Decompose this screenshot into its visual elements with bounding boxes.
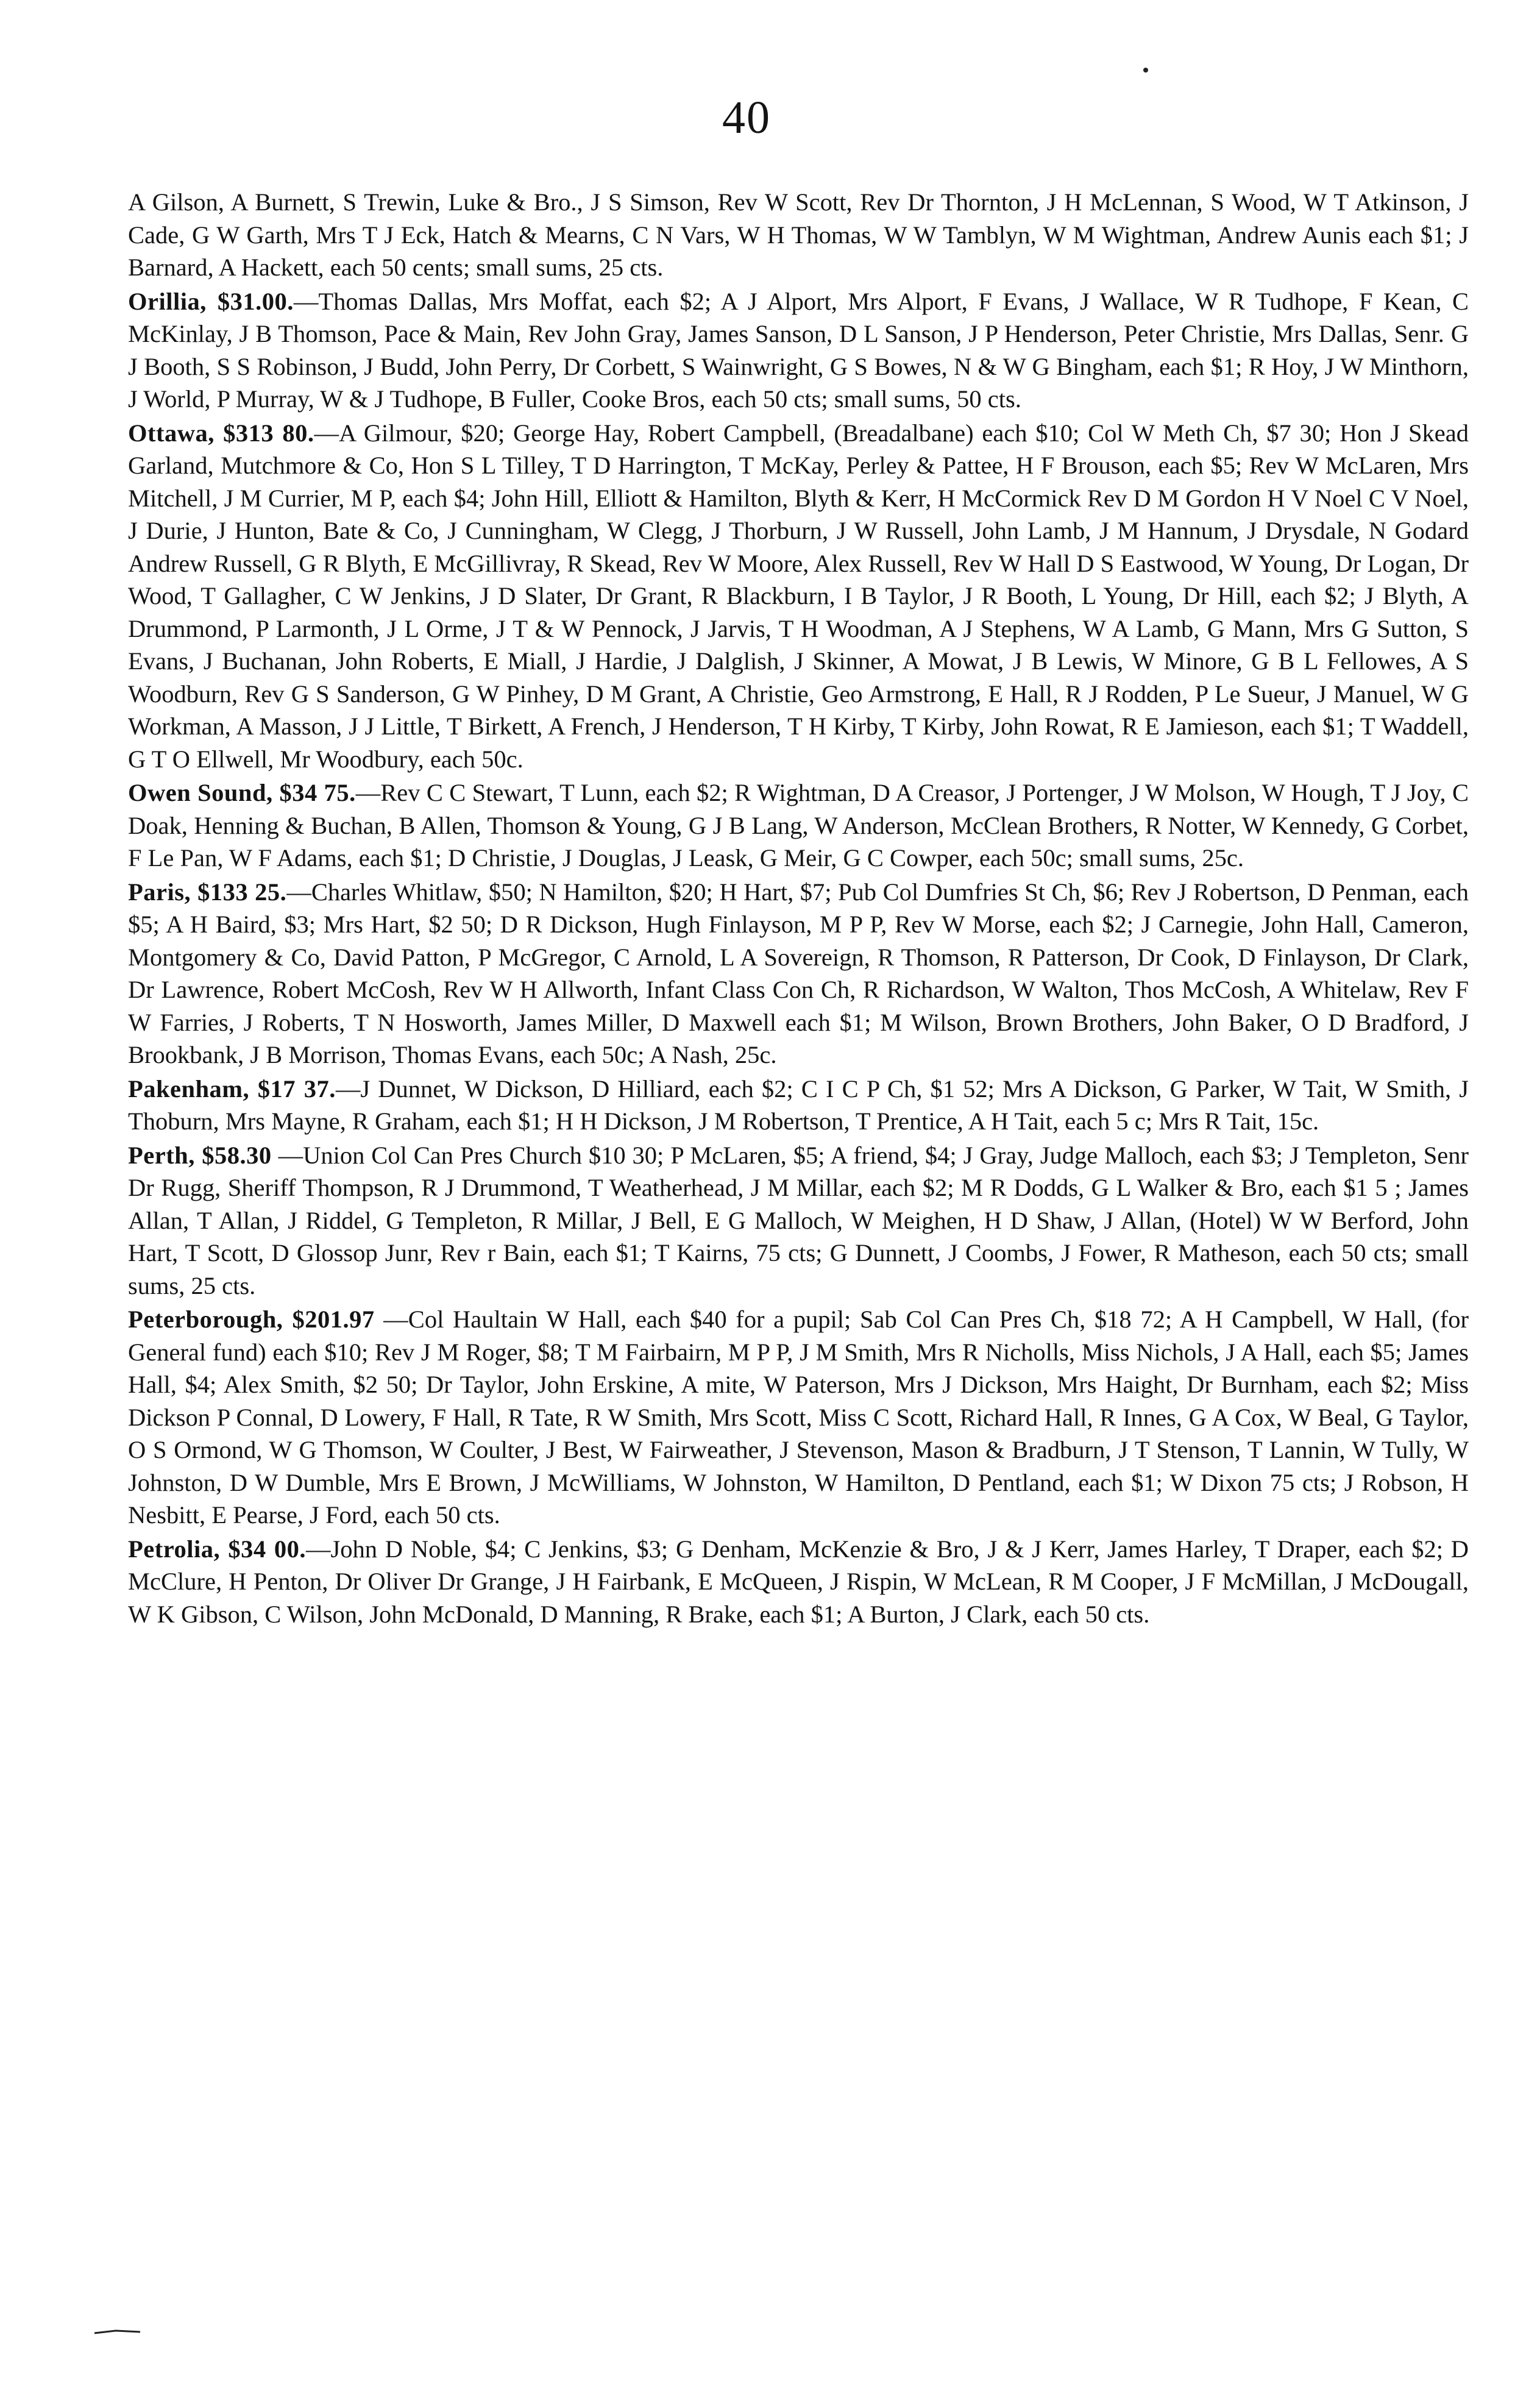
entry-place: Peterborough, $201.97 [128,1306,375,1333]
page-body [128,186,1469,1630]
entry-petrolia [128,1533,1469,1631]
entry-place: Pakenham, $17 37. [128,1075,336,1103]
entry-text: —Charles Whitlaw, $50; N Hamilton, $20; H Hart, $7; Pub Col Dumfries St Ch, $6; Rev J Robertson, D Penman, each $5; A H Baird, $3; Mrs Hart, $2 50; D R Dickson, Hugh Finlayson, M P P, Rev W Morse, each $2; J Carnegie, John Hall, Cameron, Montgomery & Co, David Patton, P McGregor, C Arnold, L A Sovereign, R Thomson, R Patterson, Dr Cook, D Finlayson, Dr Clark, Dr Lawrence, Robert McCosh, Rev W H Allworth, Infant Class Con Ch, R Richardson, W Walton, Thos McCosh, A Whitelaw, Rev F W Farries, J Roberts, T N Hosworth, James Miller, D Maxwell each $1; M Wilson, Brown Brothers, John Baker, O D Bradford, J Brookbank, J B Morrison, Thomas Evans, each 50c; A Nash, 25c. [128,878,1469,1068]
entry-paris [128,876,1469,1071]
scan-mark-bottom-left [91,2322,146,2340]
entry-place: Orillia, $31.00. [128,287,294,315]
entry-ottawa [128,417,1469,776]
entry-text: —A Gilmour, $20; George Hay, Robert Campbell, (Breadalbane) each $10; Col W Meth Ch, $7 30; Hon J Skead Garland, Mutchmore & Co, Hon S L Tilley, T D Harrington, T McKay, Perley & Pattee, H F Brouson, each $5; Rev W McLaren, Mrs Mitchell, J M Currier, M P, each $4; John Hill, Elliott & Hamilton, Blyth & Kerr, H McCormick Rev D M Gordon H V Noel C V Noel, J Durie, J Hunton, Bate & Co, J Cunningham, W Clegg, J Thorburn, J W Russell, John Lamb, J M Hannum, J Drysdale, N Godard Andrew Russell, G R Blyth, E McGillivray, R Skead, Rev W Moore, Alex Russell, Rev W Hall D S Eastwood, W Young, Dr Logan, Dr Wood, T Gallagher, C W Jenkins, J D Slater, Dr Grant, R Blackburn, I B Taylor, J R Booth, L Young, Dr Hill, each $2; J Blyth, A Drummond, P Larmonth, J L Orme, J T & W Pennock, J Jarvis, T H Woodman, A J Stephens, W A Lamb, G Mann, Mrs G Sutton, S Evans, J Buchanan, John Roberts, E Miall, J Hardie, J Dalglish, J Skinner, A Mowat, J B Lewis, W Minore, G B L Fellowes, A S Woodburn, Rev G S Sanderson, G W Pinhey, D M Grant, A Christie, Geo Armstrong, E Hall, R J Rodden, P Le Sueur, J Manuel, W G Workman, A Masson, J J Little, T Birkett, A French, J Henderson, T H Kirby, T Kirby, John Rowat, R E Jamieson, each $1; T Waddell, G T O Ellwell, Mr Woodbury, each 50c. [128,419,1469,773]
entry-text: —J Dunnet, W Dickson, D Hilliard, each $2; C I C P Ch, $1 52; Mrs A Dickson, G Parker, W Tait, W Smith, J Thoburn, Mrs Mayne, R Graham, each $1; H H Dickson, J M Robertson, T Prentice, A H Tait, each 5 c; Mrs R Tait, 15c. [128,1075,1469,1135]
entry-orillia [128,285,1469,416]
entry-text: A Gilson, A Burnett, S Trewin, Luke & Bro., J S Simson, Rev W Scott, Rev Dr Thornton, J H McLennan, S Wood, W T Atkinson, J Cade, G W Garth, Mrs T J Eck, Hatch & Mearns, C N Vars, W H Thomas, W W Tamblyn, W M Wightman, Andrew Aunis each $1; J Barnard, A Hackett, each 50 cents; small sums, 25 cts. [128,188,1469,281]
entry-place: Paris, $133 25. [128,878,287,906]
entry-place: Petrolia, $34 00. [128,1535,307,1563]
entry-text: —Col Haultain W Hall, each $40 for a pupil; Sab Col Can Pres Ch, $18 72; A H Campbell, W Hall, (for General fund) each $10; Rev J M Roger, $8; T M Fairbairn, M P P, J M Smith, Mrs R Nicholls, Miss Nichols, J A Hall, each $5; James Hall, $4; Alex Smith, $2 50; Dr Taylor, John Erskine, A mite, W Paterson, Mrs J Dickson, Mrs Haight, Dr Burnham, each $2; Miss Dickson P Connal, D Lowery, F Hall, R Tate, R W Smith, Mrs Scott, Miss C Scott, Richard Hall, R Innes, G A Cox, W Beal, G Taylor, O S Ormond, W G Thomson, W Coulter, J Best, W Fairweather, J Stevenson, Mason & Bradburn, J T Stenson, T Lannin, W Tully, W Johnston, D W Dumble, Mrs E Brown, J McWilliams, W Johnston, W Hamilton, D Pentland, each $1; W Dixon 75 cts; J Robson, H Nesbitt, E Pearse, J Ford, each 50 cts. [128,1306,1469,1529]
entry-continuation [128,186,1469,284]
entry-text: —John D Noble, $4; C Jenkins, $3; G Denham, McKenzie & Bro, J & J Kerr, James Harley, T Draper, each $2; D McClure, H Penton, Dr Oliver Dr Grange, J H Fairbank, E McQueen, J Rispin, W McLean, R M Cooper, J F McMillan, J McDougall, W K Gibson, C Wilson, John McDonald, D Manning, R Brake, each $1; A Burton, J Clark, each 50 cts. [128,1535,1469,1628]
entry-place: Ottawa, $313 80. [128,419,314,447]
entry-place: Perth, $58.30 [128,1141,272,1169]
entry-owen-sound [128,776,1469,875]
entry-text: —Thomas Dallas, Mrs Moffat, each $2; A J Alport, Mrs Alport, F Evans, J Wallace, W R Tudhope, F Kean, C McKinlay, J B Thomson, Pace & Main, Rev John Gray, James Sanson, D L Sanson, J P Henderson, Peter Christie, Mrs Dallas, Senr. G J Booth, S S Robinson, J Budd, John Perry, Dr Corbett, S Wainwright, G S Bowes, N & W G Bingham, each $1; R Hoy, J W Minthorn, J World, P Murray, W & J Tudhope, B Fuller, Cooke Bros, each 50 cts; small sums, 50 cts. [128,287,1469,413]
entry-place: Owen Sound, $34 75. [128,779,356,806]
entry-text: —Union Col Can Pres Church $10 30; P McLaren, $5; A friend, $4; J Gray, Judge Malloch, each $3; J Templeton, Senr Dr Rugg, Sheriff Thompson, R J Drummond, T Weatherhead, J M Millar, each $2; M R Dodds, G L Walker & Bro, each $1 5 ; James Allan, T Allan, J Riddel, G Templeton, R Millar, J Bell, E G Malloch, W Meighen, H D Shaw, J Allan, (Hotel) W W Berford, John Hart, T Scott, D Glossop Junr, Rev r Bain, each $1; T Kairns, 75 cts; G Dunnett, J Coombs, J Fower, R Matheson, each 50 cts; small sums, 25 cts. [128,1141,1469,1299]
scan-mark-top-right [1140,64,1152,76]
entry-pakenham [128,1073,1469,1138]
entry-perth [128,1139,1469,1302]
page-number: 40 [722,92,771,143]
entry-peterborough [128,1303,1469,1532]
entry-text: —Rev C C Stewart, T Lunn, each $2; R Wightman, D A Creasor, J Portenger, J W Molson, W Hough, T J Joy, C Doak, Henning & Buchan, B Allen, Thomson & Young, G J B Lang, W Anderson, McClean Brothers, R Notter, W Kennedy, G Corbet, F Le Pan, W F Adams, each $1; D Christie, J Douglas, J Leask, G Meir, G C Cowper, each 50c; small sums, 25c. [128,779,1469,872]
